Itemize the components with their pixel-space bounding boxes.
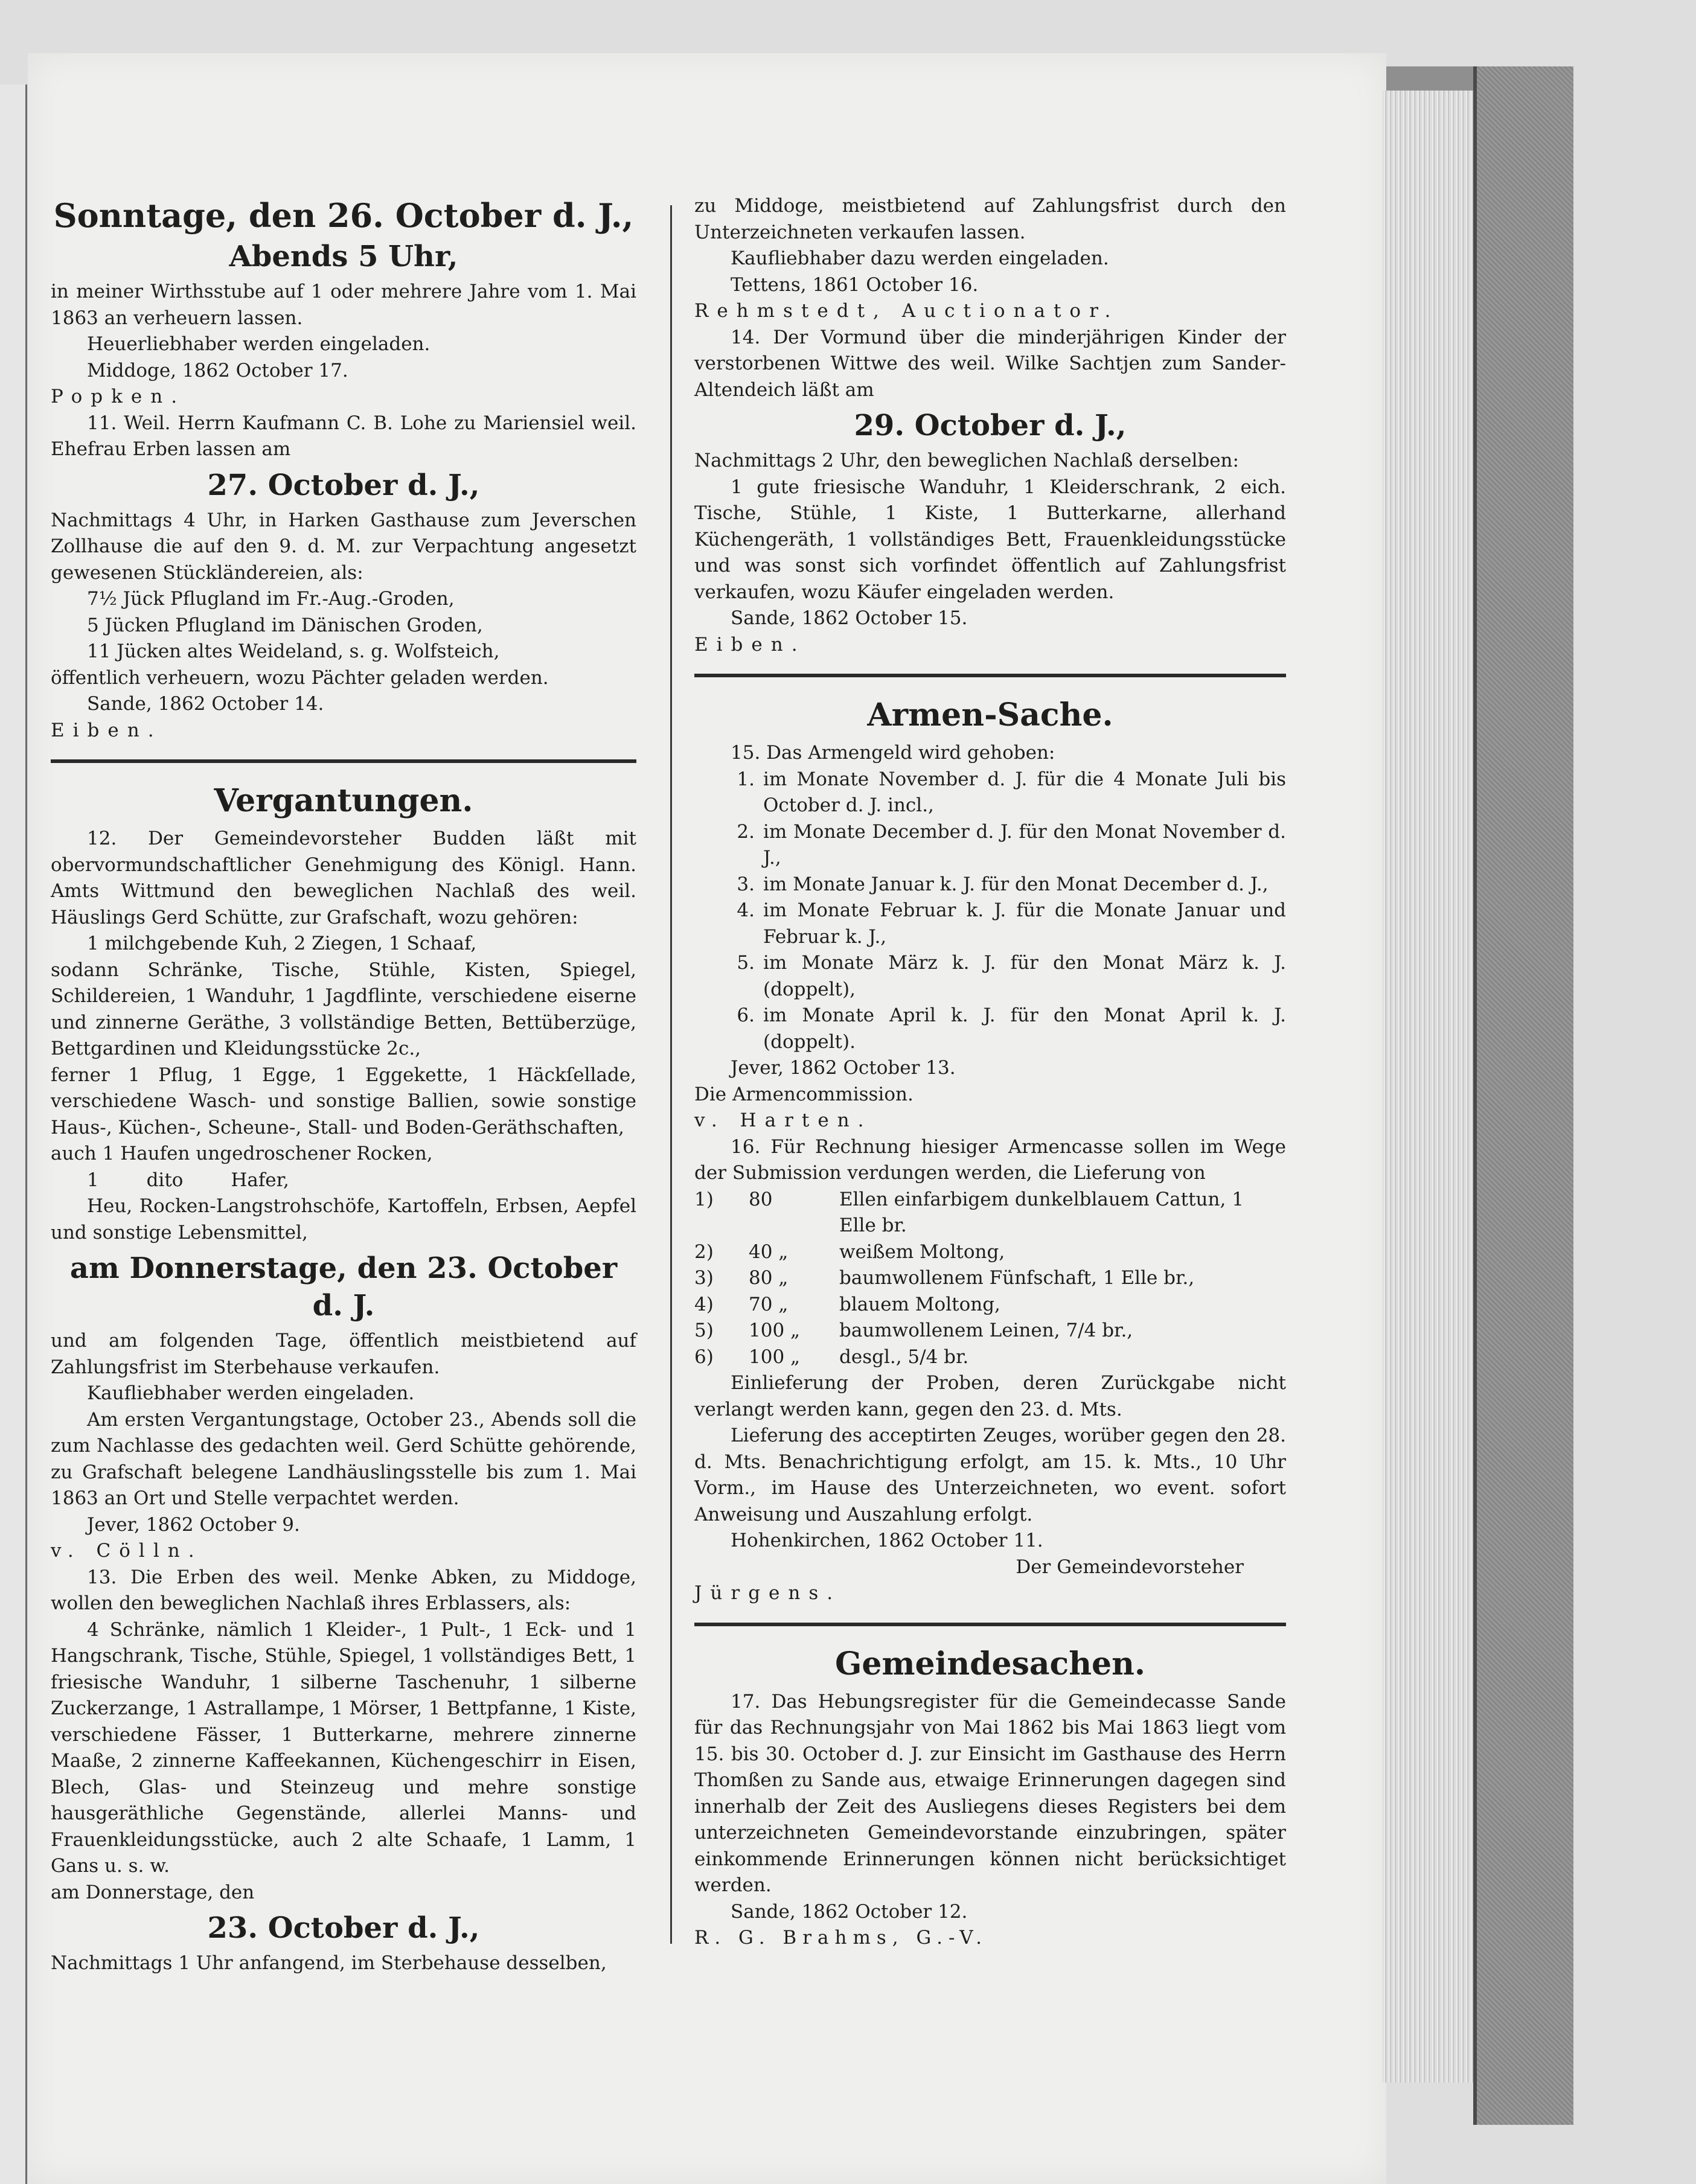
list-item xyxy=(694,767,1286,819)
list-item: 7½ Jück Pflugland im Fr.-Aug.-Groden, xyxy=(87,588,455,610)
section-heading: Armen-Sache. xyxy=(867,697,1113,733)
list-number: 1. xyxy=(737,768,755,790)
notice-text: 14. Der Vormund über die minderjährigen Kinder der verstorbenen Wittwe des weil. Wilke Sachtjen zum Sander-Altendeich läßt am xyxy=(694,326,1286,401)
row-text: Ellen einfarbigem dunkelblauem Cattun, 1 Elle br. xyxy=(839,1188,1244,1236)
row-number: 2) xyxy=(694,1240,714,1263)
notice-text: 11. Weil. Herrn Kaufmann C. B. Lohe zu Mariensiel weil. Ehefrau Erben lassen am xyxy=(51,412,636,460)
notice-text: Heu, Rocken-Langstrohschöfe, Kartoffeln, Erbsen, Aepfel und sonstige Lebensmittel, xyxy=(51,1195,636,1244)
notice-text: 12. Der Gemeindevorsteher Budden läßt mit obervormundschaftlicher Genehmigung des Königl. Hann. Amts Wittmund den beweglichen Nachlaß des weil. Häuslings Gerd Schütte, zur Grafschaft, wozu gehören: xyxy=(51,828,636,928)
page-stack-edge xyxy=(1383,91,1473,2083)
notice-text: Nachmittags 2 Uhr, den beweglichen Nachlaß derselben: xyxy=(694,450,1239,471)
row-quantity: 40 „ xyxy=(749,1240,789,1263)
list-number: 4. xyxy=(737,899,755,921)
list-number: 3. xyxy=(737,873,755,895)
list-number: 2. xyxy=(737,820,755,843)
row-text: baumwollenem Leinen, 7/4 br., xyxy=(839,1320,1133,1341)
notice-text: Kaufliebhaber dazu werden eingeladen. xyxy=(731,247,1109,269)
notice-text: in meiner Wirthsstube auf 1 oder mehrere Jahre vom 1. Mai 1863 an verheuern lassen. xyxy=(51,281,636,329)
notice-text: und am folgenden Tage, öffentlich meistbietend auf Zahlungsfrist im Sterbehause verkaufen. xyxy=(51,1330,636,1378)
list-item xyxy=(694,898,1286,950)
notice-date-heading: 29. October d. J., xyxy=(854,409,1127,442)
section-divider xyxy=(694,1623,1286,1626)
notice-text: 4 Schränke, nämlich 1 Kleider-, 1 Pult-, 1 Eck- und 1 Hangschrank, Tische, Stühle, Spiegel, 1 vollständiges Bett, 1 friesische Wanduhr, 1 silberne Taschenuhr, 1 silberne Zuckerzange, 1 Astrallampe, 1 Mörser, 1 Bettpfanne, 1 Kiste, verschiedene Fässer, 1 Butterkarne, mehrere zinnerne Maaße, 2 zinnerne Kaffeekannen, Küchengeschirr in Eisen, Blech, Glas- und Steinzeug und mehre sonstige hausgeräthliche Gegenstände, allerlei Manns- und Frauenkleidungsstücke, auch 2 alte Schaafe, 1 Lamm, 1 Gans u. s. w. xyxy=(51,1618,636,1877)
list-number: 5. xyxy=(737,952,755,974)
notice-time-heading: Abends 5 Uhr, xyxy=(229,240,458,273)
notice-text: Kaufliebhaber werden eingeladen. xyxy=(87,1382,415,1404)
notice-text: 15. Das Armengeld wird gehoben: xyxy=(731,742,1055,764)
notice-text: 1 gute friesische Wanduhr, 1 Kleiderschrank, 2 eich. Tische, Stühle, 1 Kiste, 1 Butterkarne, allerhand Küchengeräth, 1 vollständiges Bett, Frauenkleidungsstücke und was sonst sich vorfindet öffentlich auf Zahlungsfrist verkaufen, wozu Käufer eingeladen werden. xyxy=(694,476,1286,603)
quantity: 1 xyxy=(87,1169,99,1191)
row-quantity: 80 xyxy=(749,1188,773,1210)
notice-date: Hohenkirchen, 1862 October 11. xyxy=(731,1530,1043,1551)
right-column xyxy=(694,193,1286,1952)
notice-date: Jever, 1862 October 13. xyxy=(731,1057,956,1079)
notice-text: Am ersten Vergantungstage, October 23., Abends soll die zum Nachlasse des gedachten weil. Gerd Schütte gehörende, zu Grafschaft belegene Landhäuslingsstelle bis zum 1. Mai 1863 an Ort und Stelle verpachtet werden. xyxy=(51,1408,636,1509)
row-quantity: 100 „ xyxy=(749,1346,801,1368)
row-number: 4) xyxy=(694,1293,714,1315)
previous-page-edge xyxy=(0,85,27,2184)
list-item: 11 Jücken altes Weideland, s. g. Wolfsteich, xyxy=(87,640,500,662)
table-row xyxy=(694,1265,1286,1292)
notice-date: Sande, 1862 October 14. xyxy=(87,693,324,715)
notice-signature: Eiben. xyxy=(694,633,806,656)
notice-date-heading: Sonntage, den 26. October d. J., xyxy=(53,196,634,235)
table-row xyxy=(694,1344,1286,1371)
notice-text: 1 milchgebende Kuh, 2 Ziegen, 1 Schaaf, xyxy=(87,933,477,954)
notice-text: Einlieferung der Proben, deren Zurückgabe nicht verlangt werden kann, gegen den 23. d. Mts. xyxy=(694,1372,1286,1420)
notice-date: Middoge, 1862 October 17. xyxy=(87,359,348,382)
notice-text: 13. Die Erben des weil. Menke Abken, zu Middoge, wollen den beweglichen Nachlaß ihres Erblassers, als: xyxy=(51,1566,636,1614)
list-text: im Monate April k. J. für den Monat April k. J. (doppelt). xyxy=(763,1004,1286,1053)
row-text: desgl., 5/4 br. xyxy=(839,1346,969,1368)
list-text: im Monate November d. J. für die 4 Monate Juli bis October d. J. incl., xyxy=(763,768,1286,816)
list-item xyxy=(694,950,1286,1003)
row-quantity: 70 „ xyxy=(749,1293,789,1315)
notice-text: ferner 1 Pflug, 1 Egge, 1 Eggekette, 1 Häckſellade, verschiedene Wasch- und sonstige Ballien, sowie sonstige Haus-, Küchen-, Scheune-, Stall- und Boden-Geräthschaften, xyxy=(51,1064,636,1138)
row-number: 3) xyxy=(694,1267,714,1289)
row-quantity: 100 „ xyxy=(749,1320,801,1341)
book-cover xyxy=(1473,66,1573,2125)
row-number: 6) xyxy=(694,1346,714,1368)
column-separator xyxy=(670,205,672,1944)
row-number: 1) xyxy=(694,1188,714,1210)
ditto-mark: dito xyxy=(146,1169,184,1191)
list-text: im Monate Februar k. J. für die Monate Januar und Februar k. J., xyxy=(763,899,1286,948)
list-text: im Monate März k. J. für den Monat März k. J. (doppelt), xyxy=(763,952,1286,1000)
notice-signature: v. Harten. xyxy=(694,1110,872,1131)
row-text: weißem Moltong, xyxy=(839,1240,1005,1263)
notice-text: 17. Das Hebungsregister für die Gemeindecasse Sande für das Rechnungsjahr von Mai 1862 bis Mai 1863 liegt vom 15. bis 30. October d. J. zur Einsicht im Gasthause des Herrn Thomßen zu Sande aus, etwaige Erinnerungen dagegen sind innerhalb der Zeit des Ausliegens dieses Registers bei dem unterzeichneten Gemeindevorstande einzubringen, später einkommende Erinnerungen können nicht berücksichtiget werden. xyxy=(694,1690,1286,1896)
notice-signature: Rehmstedt, Auctionator. xyxy=(694,300,1119,322)
section-divider xyxy=(694,674,1286,677)
notice-text: zu Middoge, meistbietend auf Zahlungsfrist durch den Unterzeichneten verkaufen lassen. xyxy=(694,195,1286,243)
notice-organisation: Die Armencommission. xyxy=(694,1083,914,1105)
list-item xyxy=(694,819,1286,872)
notice-text: auch 1 Haufen ungedroschener Rocken, xyxy=(51,1143,433,1164)
row-text: baumwollenem Fünfschaft, 1 Elle br., xyxy=(839,1267,1195,1289)
notice-text: Nachmittags 4 Uhr, in Harken Gasthause zum Jeverschen Zollhause die auf den 9. d. M. zur Verpachtung angesetzt gewesenen Stückländereien, als: xyxy=(51,509,636,584)
row-number: 5) xyxy=(694,1320,714,1341)
notice-date-heading: 23. October d. J., xyxy=(207,1911,480,1945)
notice-date-heading: 27. October d. J., xyxy=(207,468,480,502)
notice-date: Sande, 1862 October 15. xyxy=(731,607,968,629)
table-row xyxy=(694,1292,1286,1318)
list-item: 5 Jücken Pflugland im Dänischen Groden, xyxy=(87,614,483,636)
notice-signature: Eiben. xyxy=(51,719,162,741)
notice-signature: v. Cölln. xyxy=(51,1540,203,1562)
section-heading: Vergantungen. xyxy=(214,782,473,819)
list-item xyxy=(694,1003,1286,1055)
notice-signature: Jürgens. xyxy=(694,1582,842,1604)
notice-date: Sande, 1862 October 12. xyxy=(731,1900,968,1923)
notice-date: Jever, 1862 October 9. xyxy=(87,1513,300,1536)
table-row xyxy=(694,1239,1286,1266)
list-text: im Monate December d. J. für den Monat November d. J., xyxy=(763,820,1286,869)
notice-date-heading: am Donnerstage, den 23. October d. J. xyxy=(69,1251,618,1323)
table-row xyxy=(694,1187,1286,1239)
item-name: Hafer, xyxy=(231,1169,289,1191)
notice-signature: R. G. Brahms, G.-V. xyxy=(694,1927,988,1949)
notice-text: Heuerliebhaber werden eingeladen. xyxy=(87,333,430,355)
notice-text: öffentlich verheuern, wozu Pächter geladen werden. xyxy=(51,666,549,689)
notice-organisation: Der Gemeindevorsteher xyxy=(1016,1556,1244,1578)
row-text: blauem Moltong, xyxy=(839,1293,1000,1315)
notice-text xyxy=(51,1167,636,1194)
notice-signature: Popken. xyxy=(51,386,186,407)
section-heading: Gemeindesachen. xyxy=(834,1645,1146,1682)
table-row xyxy=(694,1318,1286,1344)
row-quantity: 80 „ xyxy=(749,1267,789,1289)
notice-text: sodann Schränke, Tische, Stühle, Kisten, Spiegel, Schildereien, 1 Wanduhr, 1 Jagdflinte, verschiedene eiserne und zinnerne Geräthe, 3 vollständige Betten, Bettüberzüge, Bettgardinen und Kleidungsstücke 2c., xyxy=(51,959,636,1059)
notice-text: Lieferung des acceptirten Zeuges, worüber gegen den 28. d. Mts. Benachrichtigung erfolgt, am 15. k. Mts., 10 Uhr Vorm., im Hause des Unterzeichneten, wo event. sofort Anweisung und Auszahlung erfolgt. xyxy=(694,1425,1286,1525)
list-item xyxy=(694,872,1286,898)
notice-date: Tettens, 1861 October 16. xyxy=(731,273,979,296)
list-text: im Monate Januar k. J. für den Monat December d. J., xyxy=(763,873,1269,895)
notice-text: Nachmittags 1 Uhr anfangend, im Sterbehause desselben, xyxy=(51,1952,607,1974)
notice-text: am Donnerstage, den xyxy=(51,1881,255,1903)
left-column xyxy=(51,193,636,1977)
notice-text: 16. Für Rechnung hiesiger Armencasse sollen im Wege der Submission verdungen werden, die Lieferung von xyxy=(694,1135,1286,1184)
section-divider xyxy=(51,759,636,763)
list-number: 6. xyxy=(737,1004,755,1026)
